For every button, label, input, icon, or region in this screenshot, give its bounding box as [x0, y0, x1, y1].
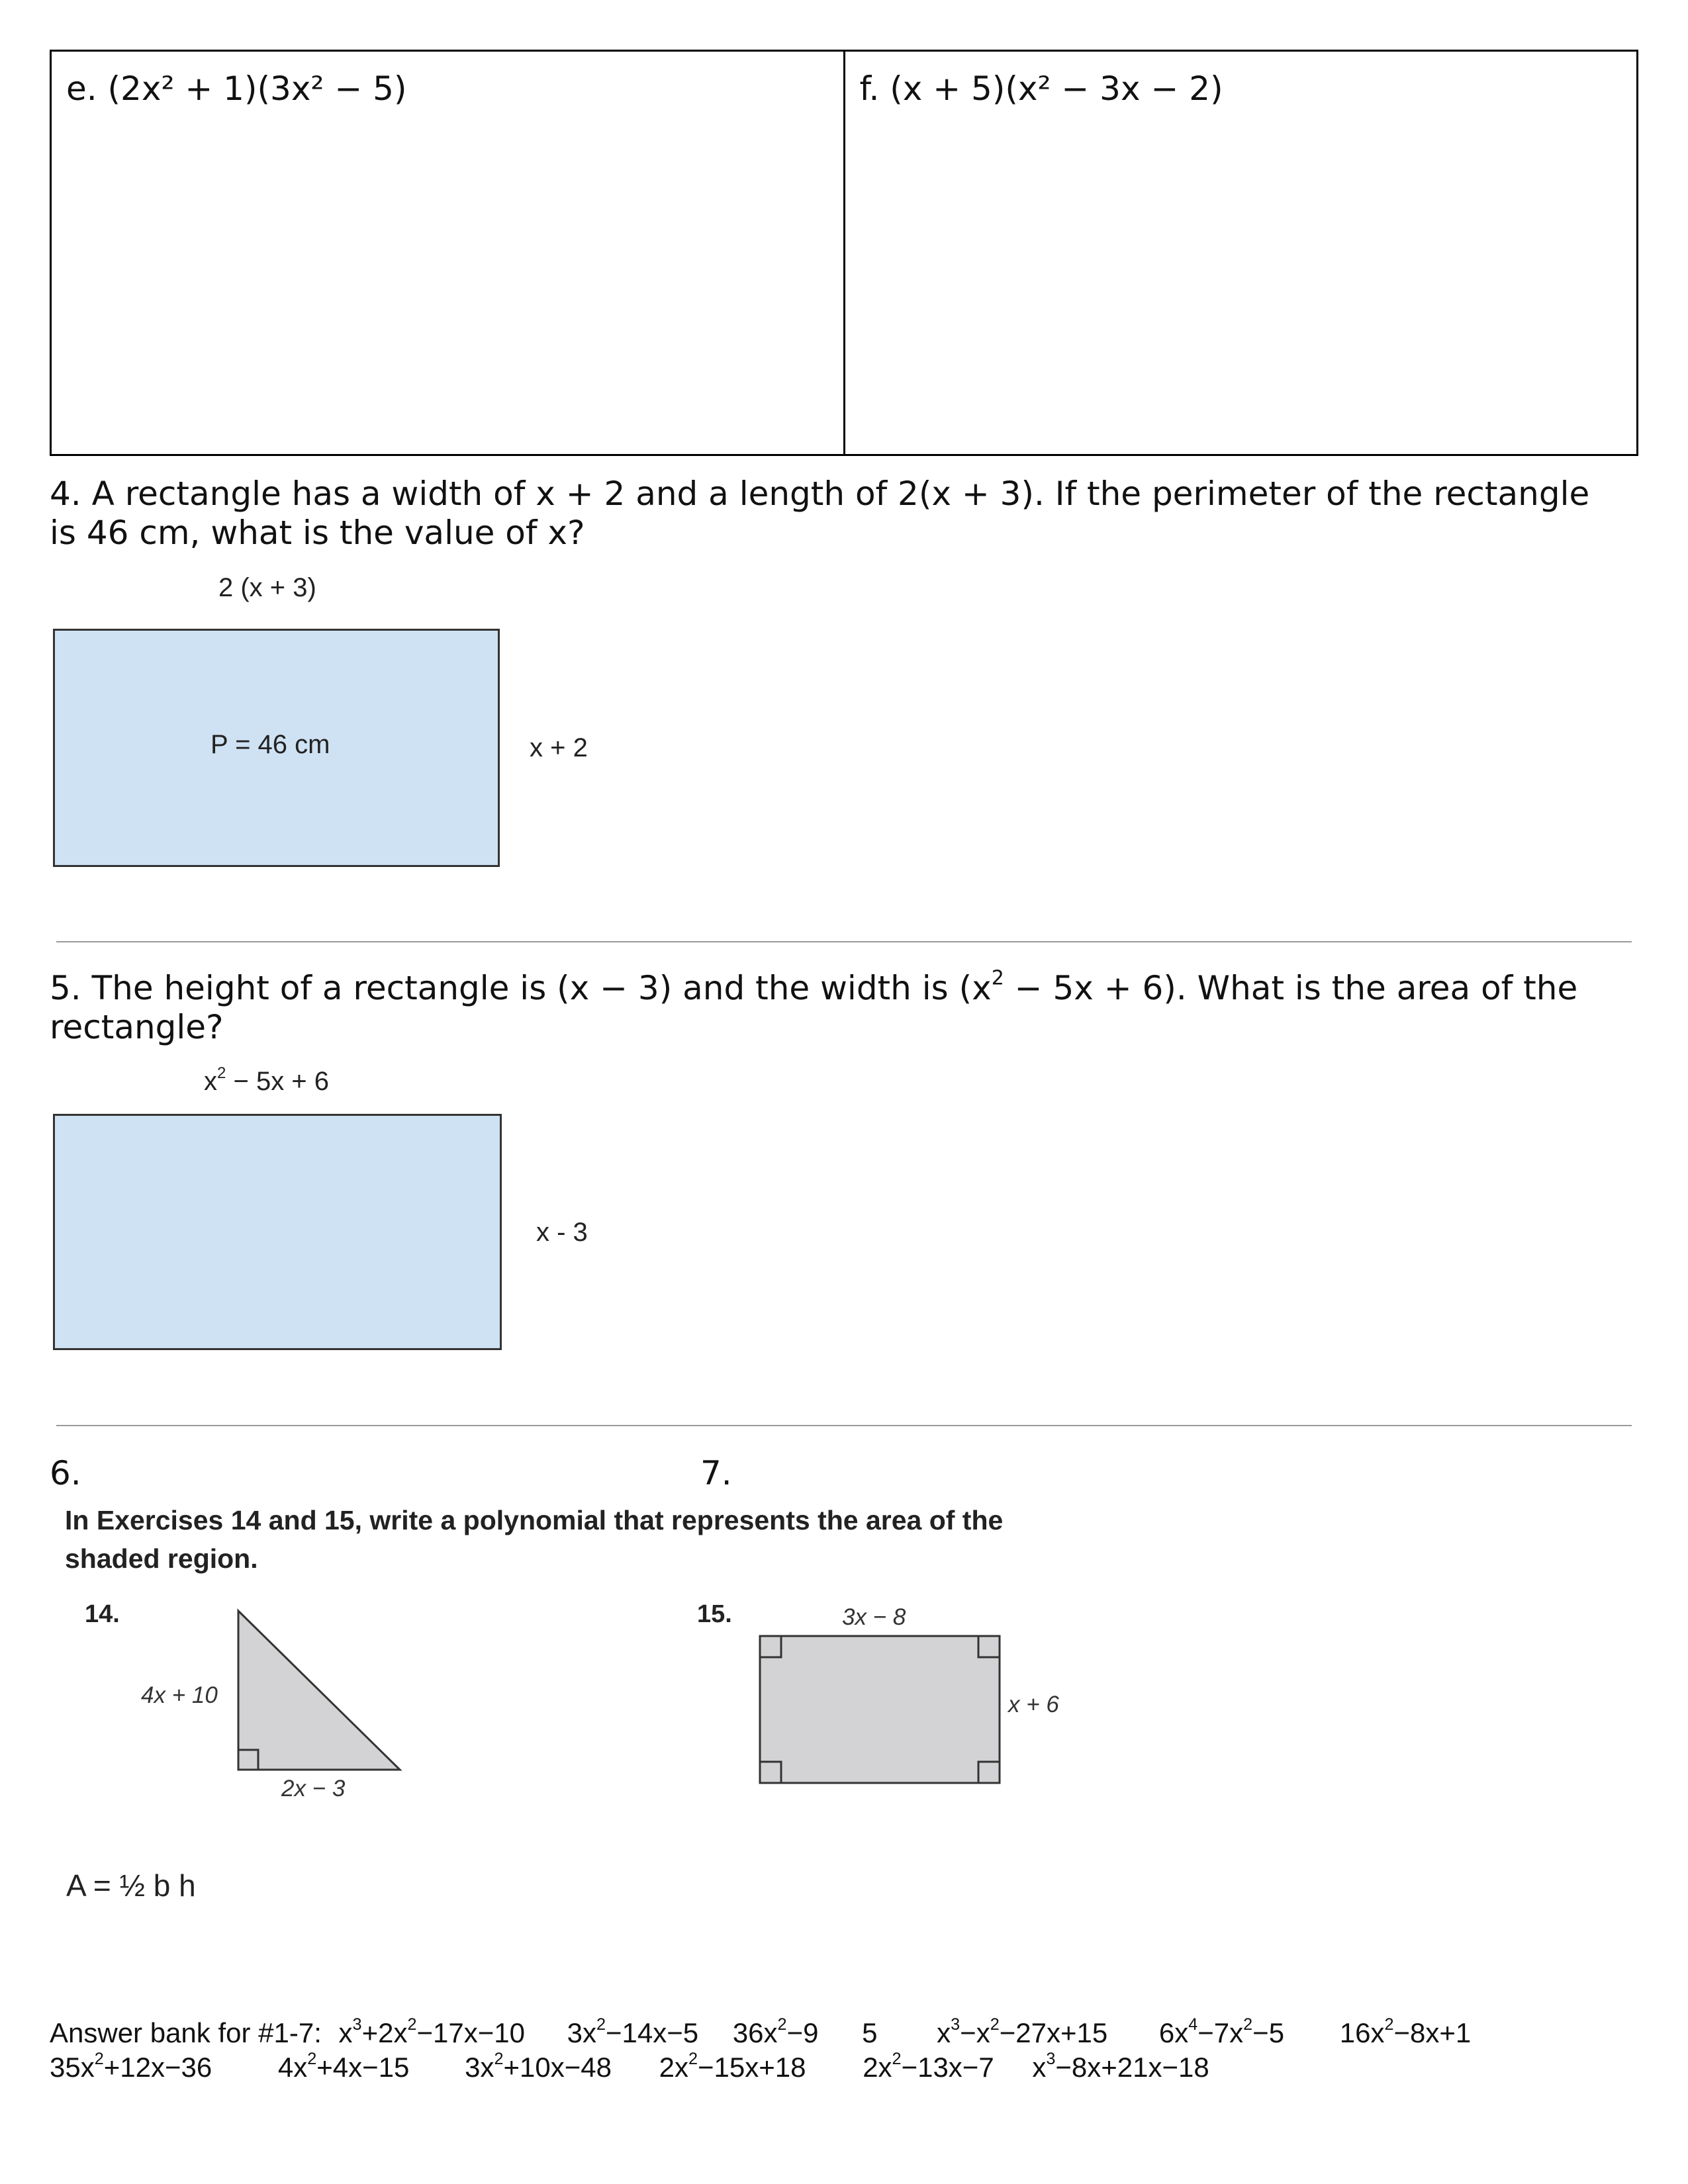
- exercise-15-number: 15.: [697, 1600, 732, 1628]
- divider-2: [56, 1425, 1632, 1426]
- problem-5-width-label: $x^2 - 5x + 6$: [204, 1064, 330, 1096]
- problem-3f-text: f. (x + 5)(x² − 3x − 2): [859, 69, 1223, 108]
- exercise-14-base-label: 2x − 3: [281, 1776, 346, 1801]
- problem-4-width-label: x + 2: [530, 733, 588, 762]
- problem-5-question-line2: rectangle?: [50, 1008, 224, 1046]
- exercise-14-height-label: 4x + 10: [141, 1682, 218, 1708]
- problem-5-question-line1: 5. The height of a rectangle is (x − 3) and the width is $(x^2 - 5x + 6)$. What is the area of the: [50, 966, 1578, 1007]
- answer-bank-title: Answer bank for #1-7:: [50, 2017, 322, 2048]
- problem-4-question-line1: 4. A rectangle has a width of x + 2 and a length of 2(x + 3). If the perimeter of the rectangle: [50, 475, 1590, 513]
- answer-item[interactable]: $4x^2+4x-15$: [277, 2050, 410, 2083]
- exercises-header-line2: shaded region.: [65, 1543, 258, 1574]
- problem-5-height-label: x - 3: [536, 1218, 588, 1247]
- answer-item[interactable]: $x^3-x^2-27x+15$: [937, 2015, 1108, 2048]
- answer-item[interactable]: $x^3-8x+21x-18$: [1032, 2050, 1209, 2083]
- problem-5-rectangle: [53, 1114, 502, 1350]
- problem-4-rectangle: [53, 629, 500, 867]
- answer-item[interactable]: 5: [862, 2017, 878, 2048]
- exercise-14-triangle: [225, 1602, 417, 1780]
- answer-item[interactable]: $36x^2-9$: [732, 2015, 819, 2048]
- answer-bank-row1: [50, 2016, 1471, 2050]
- problem-3f-cell[interactable]: [843, 52, 1637, 454]
- answer-item[interactable]: $2x^2-15x+18$: [659, 2050, 806, 2083]
- exercise-14-number: 14.: [85, 1600, 120, 1628]
- problem-3e-text: e. (2x² + 1)(3x² − 5): [66, 69, 407, 108]
- answer-bank-row2: [50, 2050, 1209, 2085]
- triangle-area-formula: A = ½ b h: [66, 1868, 196, 1903]
- problem-7-number: 7.: [700, 1454, 732, 1492]
- divider-1: [56, 941, 1632, 942]
- problem-3e-cell[interactable]: [52, 52, 843, 454]
- answer-item[interactable]: $2x^2-13x-7$: [863, 2050, 994, 2083]
- answer-item[interactable]: $35x^2+12x-36$: [50, 2050, 212, 2083]
- problem-6-number: 6.: [50, 1454, 81, 1492]
- exercise-15-rectangle: [755, 1631, 1006, 1790]
- answer-item[interactable]: $x^3+2x^2-17x-10$: [338, 2015, 525, 2048]
- answer-item[interactable]: $16x^2-8x+1$: [1339, 2015, 1472, 2048]
- exercise-15-top-label: 3x − 8: [842, 1604, 906, 1630]
- problem-4-question-line2: is 46 cm, what is the value of x?: [50, 514, 585, 552]
- exercises-header-line1: In Exercises 14 and 15, write a polynomial that represents the area of the: [65, 1505, 1004, 1535]
- problem-3-table: [50, 50, 1638, 456]
- answer-item[interactable]: $3x^2+10x-48$: [465, 2050, 612, 2083]
- answer-item[interactable]: $3x^2-14x-5$: [567, 2015, 699, 2048]
- problem-4-perimeter-label: P = 46 cm: [211, 730, 330, 759]
- answer-item[interactable]: $6x^4-7x^2-5$: [1158, 2015, 1285, 2048]
- problem-4-length-label: 2 (x + 3): [218, 573, 316, 602]
- exercise-15-side-label: x + 6: [1008, 1692, 1059, 1717]
